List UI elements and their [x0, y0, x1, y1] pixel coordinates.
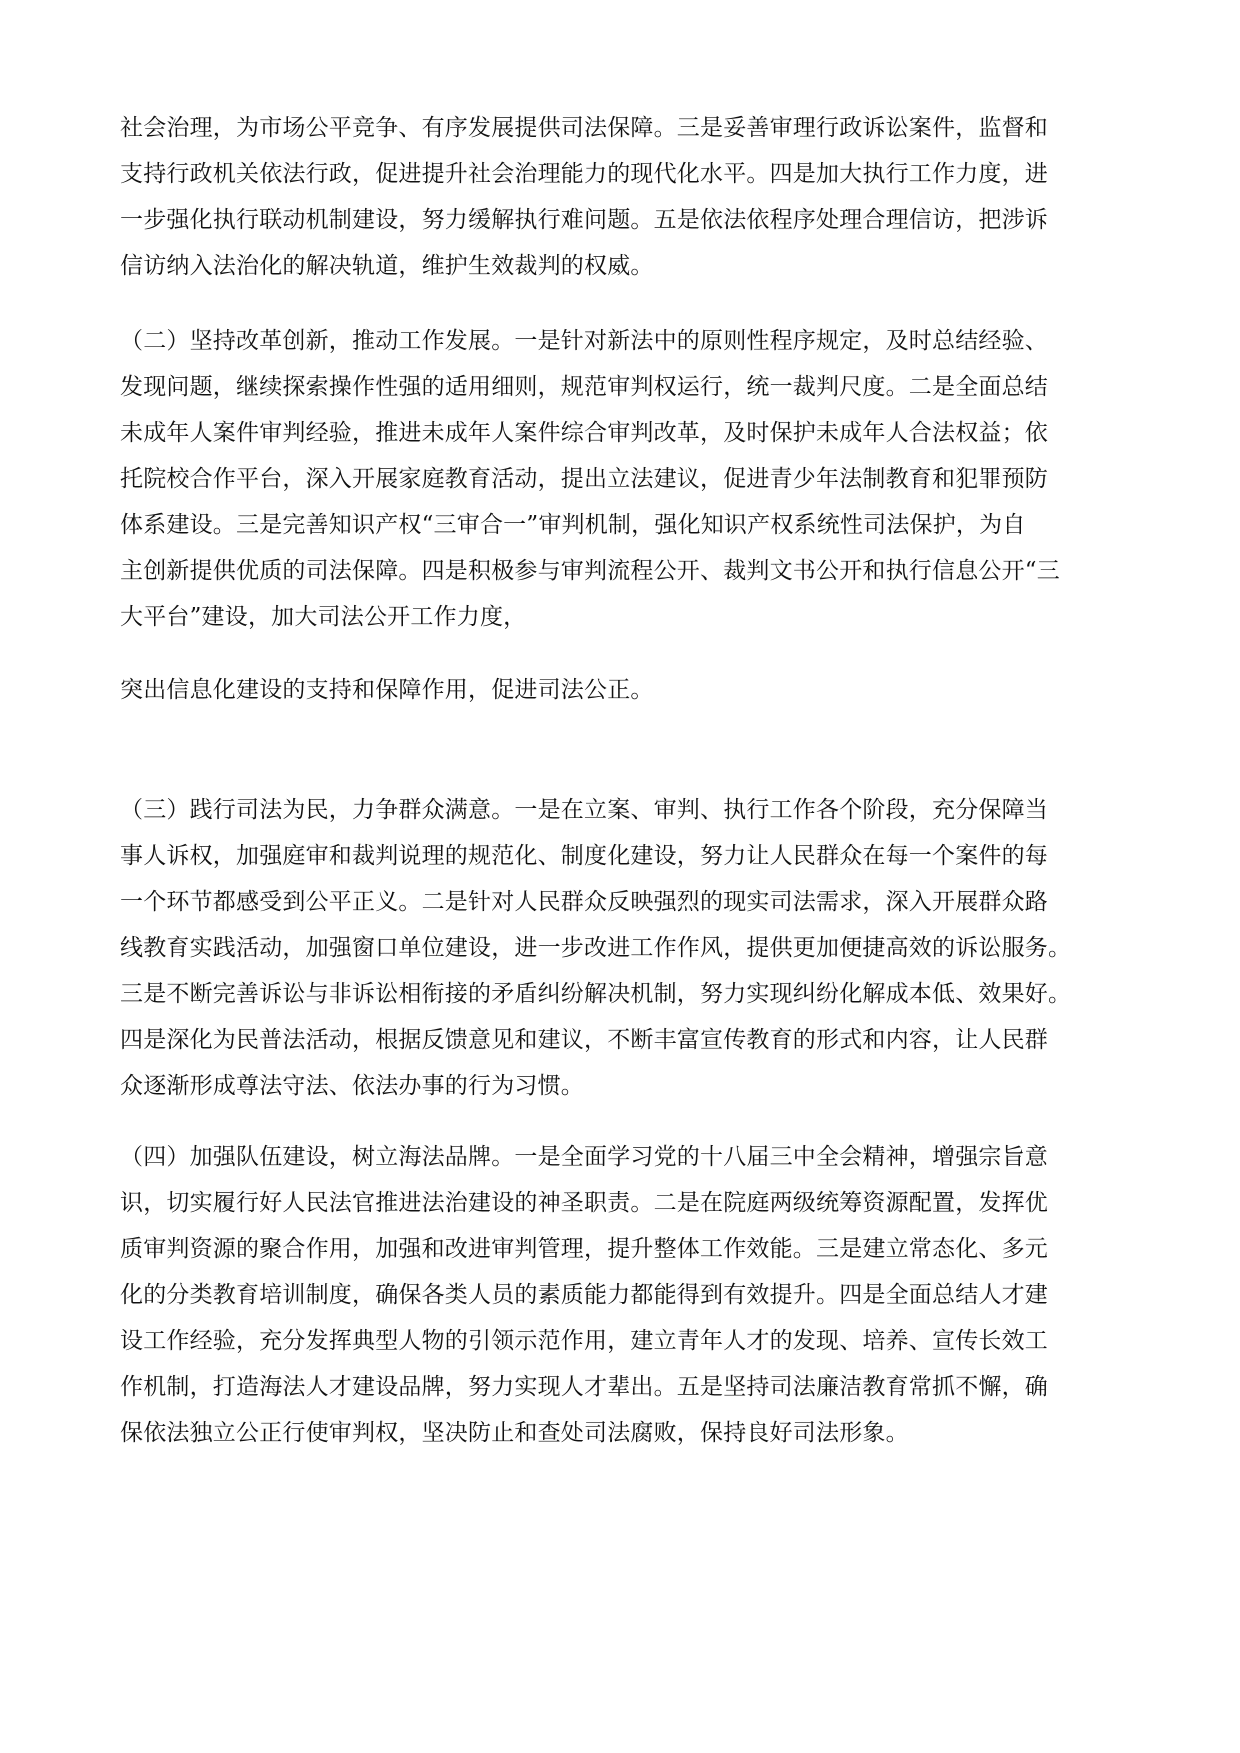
paragraph-line: 托院校合作平台，深入开展家庭教育活动，提出立法建议，促进青少年法制教育和犯罪预防 — [120, 466, 1048, 492]
paragraph-line: 一步强化执行联动机制建设，努力缓解执行难问题。五是依法依程序处理合理信访，把涉诉 — [120, 207, 1048, 233]
paragraph-line: 三是不断完善诉讼与非诉讼相衔接的矛盾纠纷解决机制，努力实现纠纷化解成本低、效果好。 — [120, 981, 1072, 1007]
paragraph-line: （三）践行司法为民，力争群众满意。一是在立案、审判、执行工作各个阶段，充分保障当 — [120, 797, 1048, 823]
paragraph-3 — [120, 667, 1120, 713]
paragraph-line: 众逐渐形成尊法守法、依法办事的行为习惯。 — [120, 1073, 584, 1099]
paragraph-line: 突出信息化建设的支持和保障作用，促进司法公正。 — [120, 677, 654, 703]
paragraph-line: （四）加强队伍建设，树立海法品牌。一是全面学习党的十八届三中全会精神，增强宗旨意 — [120, 1144, 1048, 1170]
paragraph-line: 事人诉权，加强庭审和裁判说理的规范化、制度化建设，努力让人民群众在每一个案件的每 — [120, 843, 1048, 869]
paragraph-line: 设工作经验，充分发挥典型人物的引领示范作用，建立青年人才的发现、培养、宣传长效工 — [120, 1328, 1048, 1354]
paragraph-line: 社会治理，为市场公平竞争、有序发展提供司法保障。三是妥善审理行政诉讼案件，监督和 — [120, 115, 1048, 141]
paragraph-line: 质审判资源的聚合作用，加强和改进审判管理，提升整体工作效能。三是建立常态化、多元 — [120, 1236, 1048, 1262]
paragraph-line: 化的分类教育培训制度，确保各类人员的素质能力都能得到有效提升。四是全面总结人才建 — [120, 1282, 1048, 1308]
paragraph-2 — [120, 318, 1120, 640]
paragraph-line: 大平台”建设，加大司法公开工作力度， — [120, 604, 527, 630]
paragraph-line: 作机制，打造海法人才建设品牌，努力实现人才辈出。五是坚持司法廉洁教育常抓不懈，确 — [120, 1374, 1048, 1400]
paragraph-line: 信访纳入法治化的解决轨道，维护生效裁判的权威。 — [120, 253, 654, 279]
paragraph-line: 主创新提供优质的司法保障。四是积极参与审判流程公开、裁判文书公开和执行信息公开“三 — [120, 558, 1060, 584]
paragraph-1 — [120, 105, 1120, 289]
paragraph-line: 支持行政机关依法行政，促进提升社会治理能力的现代化水平。四是加大执行工作力度，进 — [120, 161, 1048, 187]
paragraph-line: 四是深化为民普法活动，根据反馈意见和建议，不断丰富宣传教育的形式和内容，让人民群 — [120, 1027, 1048, 1053]
paragraph-4 — [120, 787, 1120, 1109]
paragraph-line: 未成年人案件审判经验，推进未成年人案件综合审判改革，及时保护未成年人合法权益；依 — [120, 420, 1048, 446]
paragraph-line: 线教育实践活动，加强窗口单位建设，进一步改进工作作风，提供更加便捷高效的诉讼服务。 — [120, 935, 1072, 961]
paragraph-line: 发现问题，继续探索操作性强的适用细则，规范审判权运行，统一裁判尺度。二是全面总结 — [120, 374, 1048, 400]
paragraph-line: 体系建设。三是完善知识产权“三审合一”审判机制，强化知识产权系统性司法保护，为自 — [120, 512, 1026, 538]
paragraph-line: （二）坚持改革创新，推动工作发展。一是针对新法中的原则性程序规定，及时总结经验、 — [120, 328, 1048, 354]
paragraph-line: 一个环节都感受到公平正义。二是针对人民群众反映强烈的现实司法需求，深入开展群众路 — [120, 889, 1048, 915]
paragraph-line: 保依法独立公正行使审判权，坚决防止和查处司法腐败，保持良好司法形象。 — [120, 1420, 909, 1446]
paragraph-line: 识，切实履行好人民法官推进法治建设的神圣职责。二是在院庭两级统筹资源配置，发挥优 — [120, 1190, 1048, 1216]
paragraph-5 — [120, 1134, 1120, 1456]
